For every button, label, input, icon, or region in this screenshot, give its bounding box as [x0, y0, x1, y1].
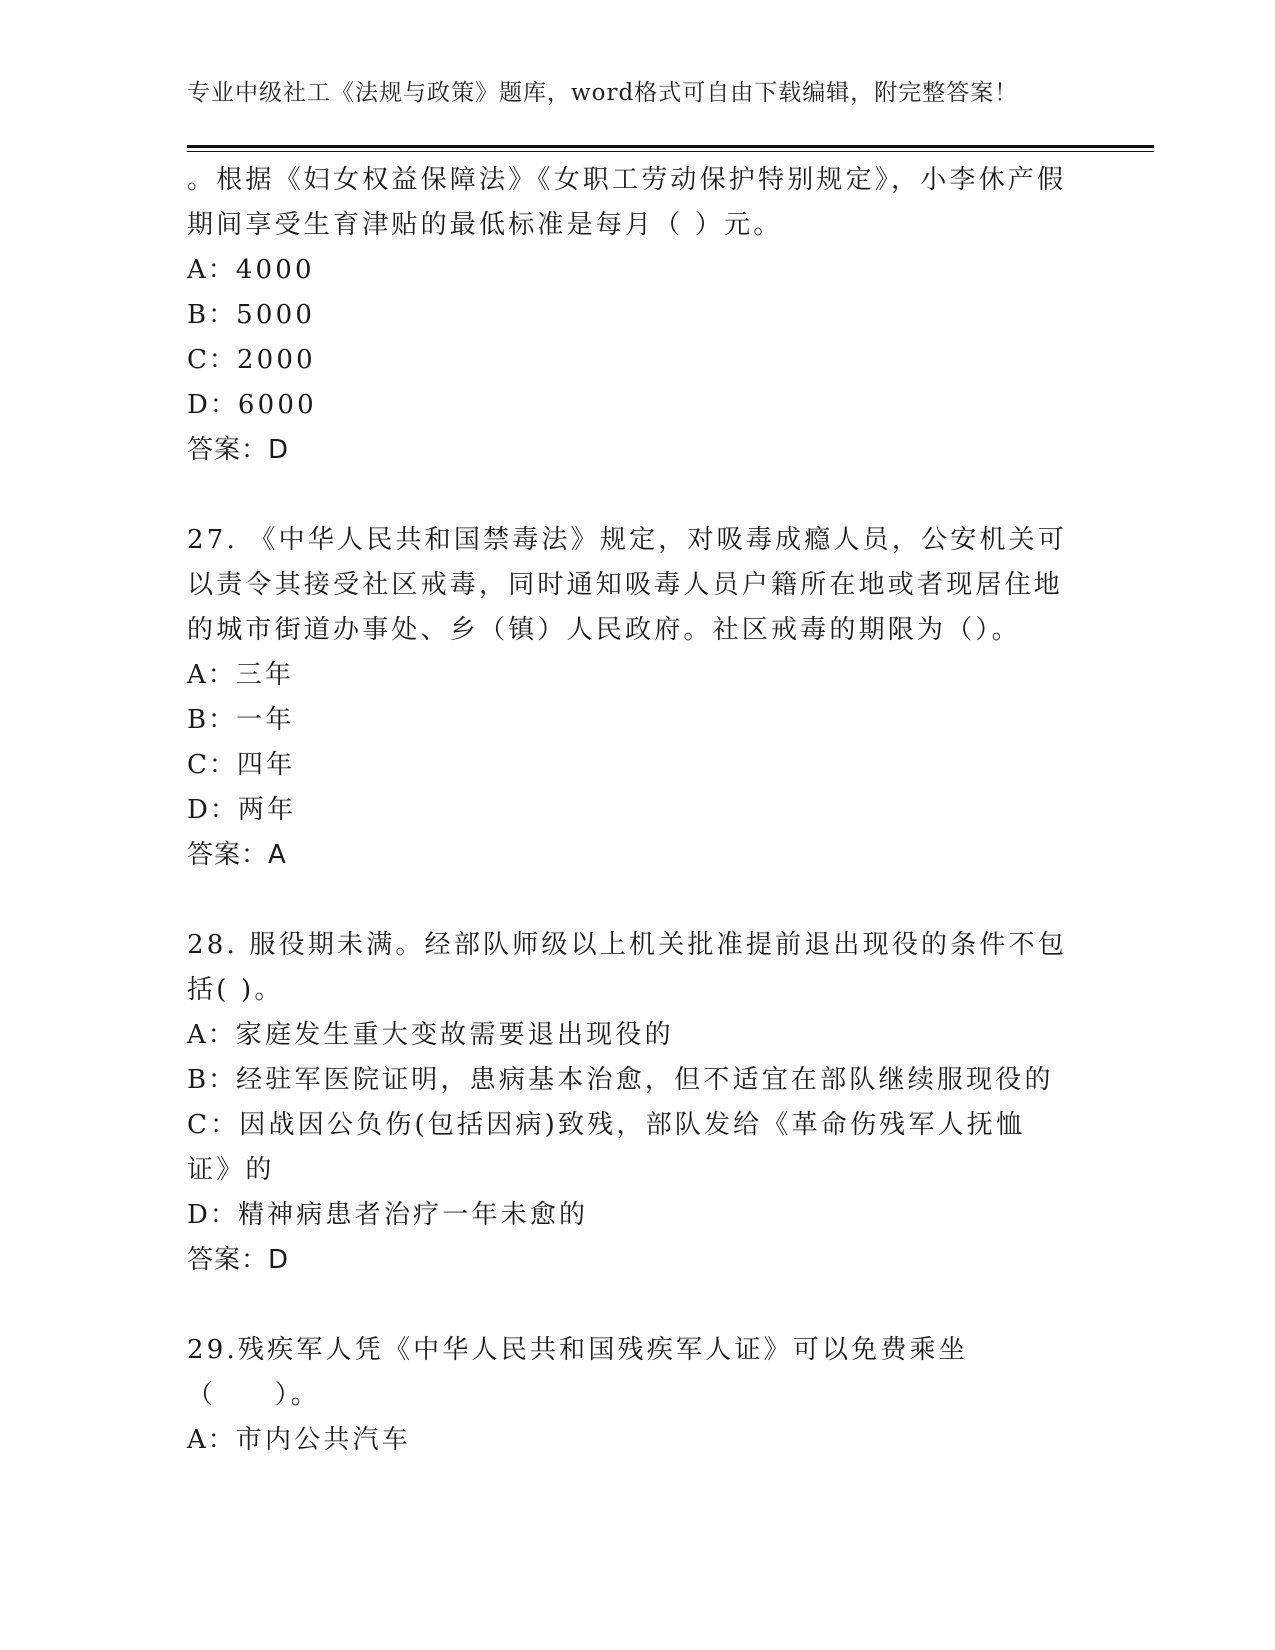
option-label: D： [187, 795, 238, 825]
page-header: 专业中级社工《法规与政策》题库，word格式可自由下载编辑，附完整答案！ [187, 80, 1019, 106]
option-a [187, 1013, 1067, 1058]
spacer [187, 473, 1067, 518]
option-label: D： [187, 390, 238, 420]
question-block [187, 158, 1067, 473]
option-b [187, 698, 1067, 743]
option-text: 四年 [236, 750, 296, 780]
question-block [187, 518, 1067, 878]
answer-line: 答案：D [187, 435, 290, 465]
question-block [187, 923, 1067, 1283]
question-block [187, 1328, 1067, 1463]
option-text: 4000 [235, 255, 315, 285]
option-d [187, 383, 1067, 428]
option-a [187, 1418, 1067, 1463]
option-text: 精神病患者治疗一年未愈的 [237, 1200, 589, 1230]
option-a [187, 653, 1067, 698]
option-label: A： [187, 1020, 236, 1050]
option-label: B： [187, 300, 237, 330]
option-label: B： [187, 705, 237, 735]
option-text: 经驻军医院证明，患病基本治愈，但不适宜在部队继续服现役的 [236, 1065, 1054, 1095]
spacer [187, 878, 1067, 923]
question-text: 。根据《妇女权益保障法》《女职工劳动保护特别规定》，小李休产假期间享受生育津贴的最低标准是每月（ ）元。 [187, 165, 1067, 240]
option-text: 一年 [236, 705, 295, 735]
option-label: C： [187, 1110, 240, 1140]
header-rule-thick [187, 145, 1154, 148]
option-label: A： [187, 660, 236, 690]
question-text: 28. 服役期未满。经部队师级以上机关批准提前退出现役的条件不包括( )。 [187, 930, 1068, 1005]
option-text: 家庭发生重大变故需要退出现役的 [235, 1020, 674, 1050]
answer-line: 答案：D [187, 1245, 290, 1275]
option-label: A： [187, 1425, 236, 1455]
option-d [187, 1193, 1067, 1238]
answer-line: 答案：A [187, 840, 287, 870]
option-label: A： [187, 255, 236, 285]
question-text: 27. 《中华人民共和国禁毒法》规定，对吸毒成瘾人员，公安机关可以责令其接受社区戒毒，同时通知吸毒人员户籍所在地或者现居住地的城市街道办事处、乡（镇）人民政府。社区戒毒的期限为（）。 [187, 525, 1068, 645]
option-label: D： [187, 1200, 238, 1230]
question-text: 29.残疾军人凭《中华人民共和国残疾军人证》可以免费乘坐（ ）。 [187, 1335, 968, 1410]
option-b [187, 1058, 1067, 1103]
option-a [187, 248, 1067, 293]
option-text: 2000 [236, 345, 316, 375]
option-text: 因战因公负伤(包括因病)致残，部队发给《革命伤残军人抚恤证》的 [187, 1110, 1026, 1185]
header-rule-thin [187, 151, 1154, 152]
option-b [187, 293, 1067, 338]
question-list [187, 158, 1067, 1463]
option-c [187, 1103, 1067, 1193]
option-label: B： [187, 1065, 237, 1095]
option-text: 6000 [237, 390, 317, 420]
option-d [187, 788, 1067, 833]
option-label: C： [187, 750, 237, 780]
option-c [187, 743, 1067, 788]
option-c [187, 338, 1067, 383]
option-label: C： [187, 345, 237, 375]
option-text: 两年 [237, 795, 297, 825]
option-text: 三年 [235, 660, 295, 690]
option-text: 5000 [236, 300, 316, 330]
option-text: 市内公共汽车 [235, 1425, 411, 1455]
spacer [187, 1283, 1067, 1328]
